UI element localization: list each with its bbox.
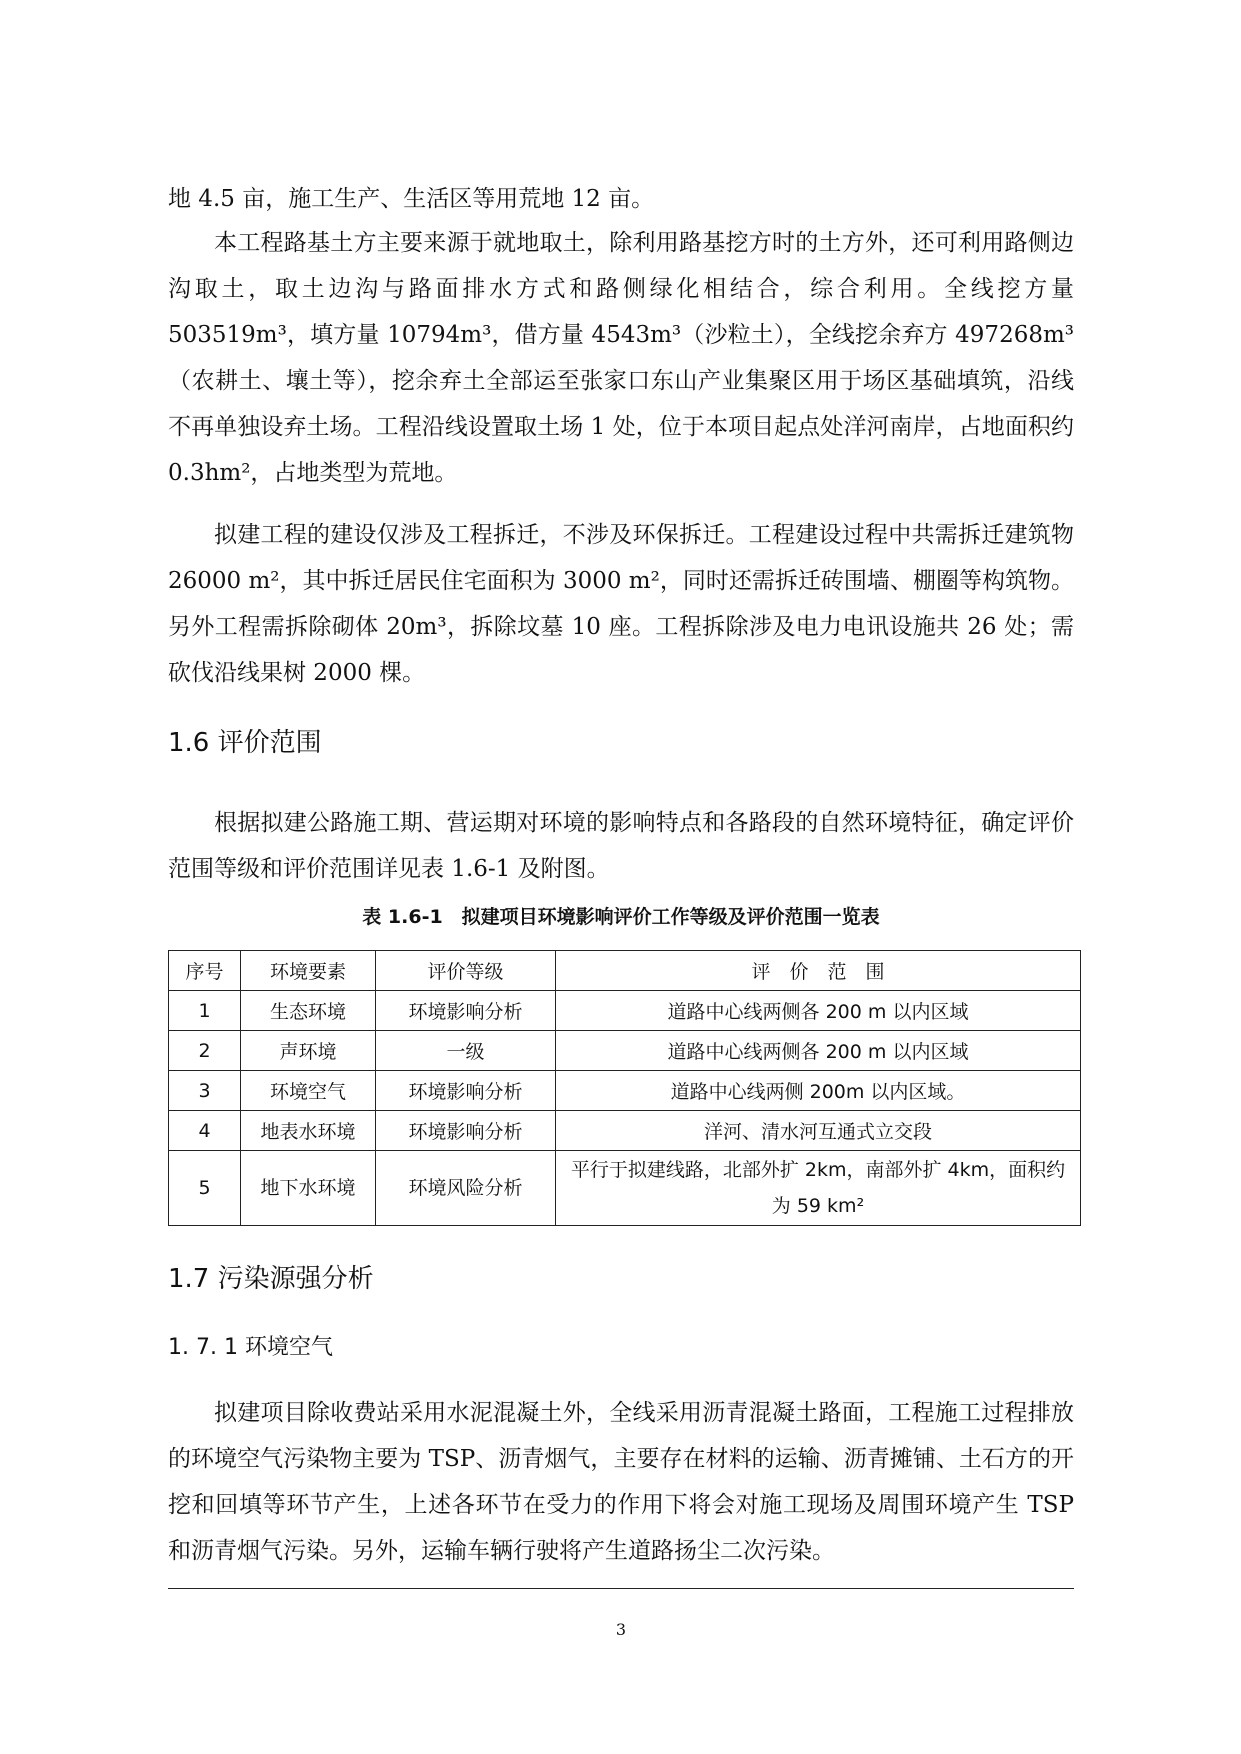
paragraph-air-pollution: 拟建项目除收费站采用水泥混凝土外，全线采用沥青混凝土路面，工程施工过程排放的环境空气污染物主要为 TSP、沥青烟气，主要存在材料的运输、沥青摊铺、土石方的开挖和回填等环节产生，上述各环节在受力的作用下将会对施工现场及周围环境产生 TSP 和沥青烟气污染。另外，运输车辆行驶将产生道路扬尘二次污染。 bbox=[168, 1400, 1074, 1564]
cell-level: 环境风险分析 bbox=[376, 1151, 556, 1226]
cell-element: 环境空气 bbox=[241, 1071, 376, 1111]
table-caption: 表 1.6-1 拟建项目环境影响评价工作等级及评价范围一览表 bbox=[362, 906, 880, 928]
assessment-scope-table bbox=[168, 950, 1081, 1226]
cell-scope: 道路中心线两侧 200m 以内区域。 bbox=[556, 1071, 1081, 1111]
section-heading-1-6: 1.6 评价范围 bbox=[168, 728, 322, 758]
cell-element: 生态环境 bbox=[241, 991, 376, 1031]
cell-level: 环境影响分析 bbox=[376, 991, 556, 1031]
cell-index: 4 bbox=[169, 1111, 241, 1151]
cell-index: 2 bbox=[169, 1031, 241, 1071]
table-row bbox=[169, 1031, 1081, 1071]
cell-index: 3 bbox=[169, 1071, 241, 1111]
cell-index: 1 bbox=[169, 991, 241, 1031]
paragraph-assessment-scope: 根据拟建公路施工期、营运期对环境的影响特点和各路段的自然环境特征，确定评价范围等级和评价范围详见表 1.6-1 及附图。 bbox=[168, 810, 1074, 882]
cell-element: 地下水环境 bbox=[241, 1151, 376, 1226]
header-element: 环境要素 bbox=[241, 951, 376, 991]
table-row bbox=[169, 1071, 1081, 1111]
paragraph-demolition: 拟建工程的建设仅涉及工程拆迁，不涉及环保拆迁。工程建设过程中共需拆迁建筑物 26000 m²，其中拆迁居民住宅面积为 3000 m²，同时还需拆迁砖围墙、棚圈等构筑物。另外工程需拆除砌体 20m³，拆除坟墓 10 座。工程拆除涉及电力电讯设施共 26 处；需砍伐沿线果树 2000 棵。 bbox=[168, 522, 1074, 686]
header-scope: 评 价 范 围 bbox=[556, 951, 1081, 991]
page-number: 3 bbox=[615, 1620, 627, 1639]
cell-level: 环境影响分析 bbox=[376, 1071, 556, 1111]
cell-element: 地表水环境 bbox=[241, 1111, 376, 1151]
table-header-row bbox=[169, 951, 1081, 991]
table-row bbox=[169, 1111, 1081, 1151]
cell-index: 5 bbox=[169, 1151, 241, 1226]
paragraph-earthwork: 本工程路基土方主要来源于就地取土，除利用路基挖方时的土方外，还可利用路侧边沟取土，取土边沟与路面排水方式和路侧绿化相结合，综合利用。全线挖方量 503519m³，填方量 10794m³，借方量 4543m³（沙粒土），全线挖余弃方 497268m³（农耕土、壤土等），挖余弃土全部运至张家口东山产业集聚区用于场区基础填筑，沿线不再单独设弃土场。工程沿线设置取土场 1 处，位于本项目起点处洋河南岸，占地面积约 0.3hm²，占地类型为荒地。 bbox=[168, 230, 1074, 486]
cell-level: 环境影响分析 bbox=[376, 1111, 556, 1151]
table-row bbox=[169, 1151, 1081, 1226]
table-row bbox=[169, 991, 1081, 1031]
paragraph-land-use-continued: 地 4.5 亩，施工生产、生活区等用荒地 12 亩。 bbox=[168, 186, 655, 212]
header-level: 评价等级 bbox=[376, 951, 556, 991]
footer-divider bbox=[168, 1588, 1074, 1589]
cell-element: 声环境 bbox=[241, 1031, 376, 1071]
header-index: 序号 bbox=[169, 951, 241, 991]
cell-scope: 道路中心线两侧各 200 m 以内区域 bbox=[556, 1031, 1081, 1071]
cell-scope: 平行于拟建线路，北部外扩 2km，南部外扩 4km，面积约为 59 km² bbox=[556, 1151, 1081, 1226]
subsection-heading-1-7-1: 1. 7. 1 环境空气 bbox=[168, 1335, 333, 1360]
cell-level: 一级 bbox=[376, 1031, 556, 1071]
section-heading-1-7: 1.7 污染源强分析 bbox=[168, 1264, 374, 1294]
cell-scope: 道路中心线两侧各 200 m 以内区域 bbox=[556, 991, 1081, 1031]
cell-scope: 洋河、清水河互通式立交段 bbox=[556, 1111, 1081, 1151]
